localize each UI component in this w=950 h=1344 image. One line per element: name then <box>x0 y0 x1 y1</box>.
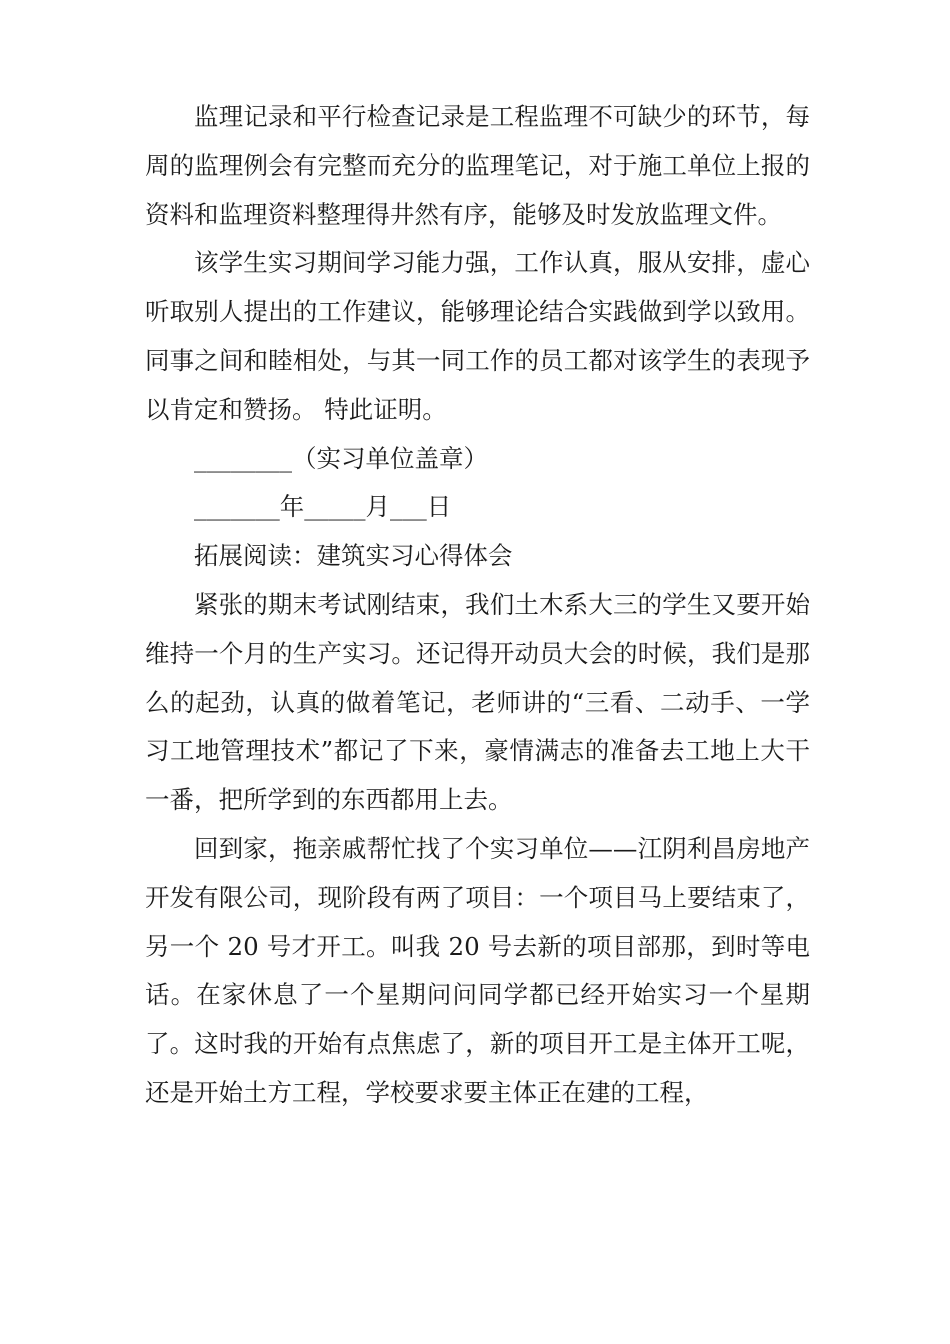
paragraph-find-internship: 回到家，拖亲戚帮忙找了个实习单位——江阴利昌房地产开发有限公司，现阶段有两了项目：一个项目马上要结束了，另一个 20 号才开工。叫我 20 号去新的项目部那，到时等电话。在家休息了一个星期问问同学都已经开始实习一个星期了。这时我的开始有点焦虑了，新的项目开工是主体开工呢，还是开始土方工程，学校要求要主体正在建的工程， <box>145 833 810 1107</box>
seal-line: ________（实习单位盖章） <box>194 443 488 473</box>
paragraph-exam-internship: 紧张的期末考试刚结束，我们土木系大三的学生又要开始维持一个月的生产实习。还记得开动员大会的时候，我们是那么的起劲，认真的做着笔记，老师讲的“三看、二动手、一学习工地管理技术”都记了下来，豪情满志的准备去工地上大干一番，把所学到的东西都用上去。 <box>145 589 810 815</box>
date-line: _______年_____月___日 <box>194 492 452 522</box>
extension-title: 拓展阅读：建筑实习心得体会 <box>194 541 513 571</box>
paragraph-student-evaluation: 该学生实习期间学习能力强，工作认真，服从安排，虚心听取别人提出的工作建议，能够理论结合实践做到学以致用。同事之间和睦相处，与其一同工作的员工都对该学生的表现予以肯定和赞扬。 特此证明。 <box>145 248 810 424</box>
document-page <box>145 93 810 1118</box>
paragraph-supervision-records: 监理记录和平行检查记录是工程监理不可缺少的环节，每周的监理例会有完整而充分的监理笔记，对于施工单位上报的资料和监理资料整理得井然有序，能够及时发放监理文件。 <box>145 102 810 229</box>
